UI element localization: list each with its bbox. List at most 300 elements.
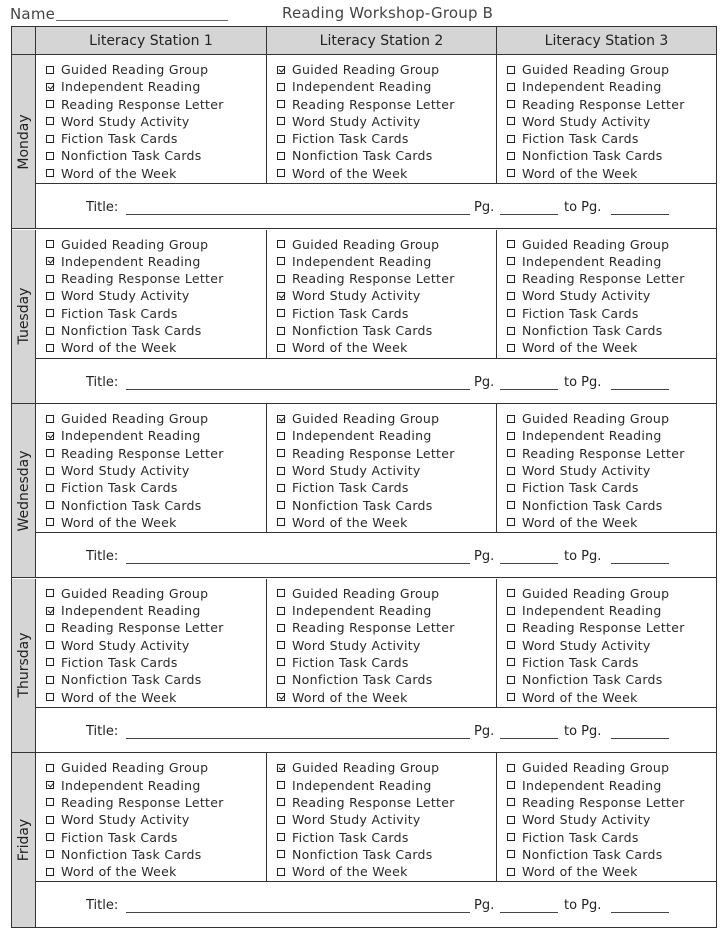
checklist-item-label: Nonfiction Task Cards bbox=[522, 323, 663, 339]
title-field[interactable] bbox=[126, 214, 470, 215]
checklist-item-label: Fiction Task Cards bbox=[522, 654, 639, 670]
to-pg-label: to Pg. bbox=[564, 549, 602, 565]
checklist-item-label: Nonfiction Task Cards bbox=[61, 672, 202, 688]
checklist-item bbox=[267, 61, 496, 78]
checklist-item bbox=[497, 236, 716, 253]
day-name: Wednesday bbox=[15, 450, 32, 532]
checkbox[interactable] bbox=[277, 501, 285, 509]
checklist-item bbox=[497, 410, 716, 427]
checkbox[interactable] bbox=[46, 66, 54, 74]
checkbox[interactable] bbox=[507, 484, 515, 492]
checked-checkbox[interactable] bbox=[46, 432, 54, 440]
checkbox[interactable] bbox=[507, 257, 515, 265]
checklist-item-label: Independent Reading bbox=[522, 253, 662, 269]
checked-checkbox[interactable] bbox=[46, 607, 54, 615]
checklist-item-label: Guided Reading Group bbox=[61, 236, 209, 252]
checklist-item-label: Word of the Week bbox=[522, 340, 638, 356]
checklist-item bbox=[36, 78, 266, 95]
checklist-item bbox=[497, 479, 716, 496]
checklist-item-label: Word of the Week bbox=[61, 165, 177, 181]
checklist-item-label: Word of the Week bbox=[292, 165, 408, 181]
station-cell-2 bbox=[267, 404, 497, 533]
checklist-item bbox=[497, 445, 716, 462]
station-cell-2 bbox=[267, 55, 497, 184]
checkbox[interactable] bbox=[507, 641, 515, 649]
checklist-item-label: Independent Reading bbox=[522, 777, 662, 793]
checkbox[interactable] bbox=[277, 240, 285, 248]
checklist-item-label: Independent Reading bbox=[61, 603, 201, 619]
checklist-item bbox=[497, 689, 716, 706]
checklist-item-label: Independent Reading bbox=[522, 603, 662, 619]
checklist-item-label: Independent Reading bbox=[292, 79, 432, 95]
checked-checkbox[interactable] bbox=[277, 66, 285, 74]
checklist-item bbox=[267, 654, 496, 671]
title-label: Title: bbox=[86, 898, 119, 914]
checkbox[interactable] bbox=[507, 816, 515, 824]
end-page-field[interactable] bbox=[611, 563, 669, 564]
title-field[interactable] bbox=[126, 389, 470, 390]
checklist-item bbox=[497, 863, 716, 880]
checklist-item bbox=[267, 514, 496, 531]
checklist-item-label: Guided Reading Group bbox=[61, 411, 209, 427]
checklist-item-label: Word of the Week bbox=[61, 340, 177, 356]
checklist-item-label: Word Study Activity bbox=[61, 113, 190, 129]
checklist-item-label: Nonfiction Task Cards bbox=[61, 846, 202, 862]
checkbox[interactable] bbox=[507, 152, 515, 160]
checkbox[interactable] bbox=[46, 484, 54, 492]
checklist-item-label: Word of the Week bbox=[292, 864, 408, 880]
checklist-item-label: Reading Response Letter bbox=[522, 620, 685, 636]
title-label: Title: bbox=[86, 374, 119, 390]
checkbox[interactable] bbox=[507, 83, 515, 91]
checklist-item-label: Independent Reading bbox=[522, 428, 662, 444]
checklist-item-label: Word Study Activity bbox=[61, 812, 190, 828]
title-field[interactable] bbox=[126, 563, 470, 564]
checkbox[interactable] bbox=[46, 117, 54, 125]
checklist-item bbox=[36, 479, 266, 496]
checklist-item bbox=[267, 637, 496, 654]
checkbox[interactable] bbox=[277, 816, 285, 824]
checkbox[interactable] bbox=[277, 449, 285, 457]
checklist-item bbox=[36, 846, 266, 863]
checklist-item bbox=[267, 305, 496, 322]
checkbox[interactable] bbox=[277, 467, 285, 475]
checklist-item bbox=[267, 236, 496, 253]
checkbox[interactable] bbox=[277, 327, 285, 335]
checklist-item-label: Reading Response Letter bbox=[292, 271, 455, 287]
checkbox[interactable] bbox=[507, 781, 515, 789]
checklist-item bbox=[36, 410, 266, 427]
checklist-item-label: Word Study Activity bbox=[522, 637, 651, 653]
checkbox[interactable] bbox=[46, 292, 54, 300]
end-page-field[interactable] bbox=[611, 738, 669, 739]
checkbox[interactable] bbox=[507, 240, 515, 248]
checkbox[interactable] bbox=[507, 518, 515, 526]
checkbox[interactable] bbox=[46, 152, 54, 160]
checklist-item-label: Guided Reading Group bbox=[522, 62, 670, 77]
checklist-item-label: Independent Reading bbox=[61, 428, 201, 444]
checked-checkbox[interactable] bbox=[277, 693, 285, 701]
checklist-item bbox=[497, 846, 716, 863]
checklist-item-label: Nonfiction Task Cards bbox=[61, 323, 202, 339]
checklist-item-label: Fiction Task Cards bbox=[61, 480, 178, 496]
checkbox[interactable] bbox=[507, 344, 515, 352]
day-section-friday bbox=[12, 753, 716, 927]
checkbox[interactable] bbox=[507, 764, 515, 772]
day-name: Thursday bbox=[15, 632, 32, 698]
checklist-item bbox=[267, 619, 496, 636]
checkbox[interactable] bbox=[46, 833, 54, 841]
checkbox[interactable] bbox=[46, 275, 54, 283]
checklist-item bbox=[267, 671, 496, 688]
checkbox[interactable] bbox=[507, 798, 515, 806]
checklist-item-label: Reading Response Letter bbox=[522, 794, 685, 810]
checklist-item bbox=[36, 829, 266, 846]
checklist-item-label: Reading Response Letter bbox=[292, 445, 455, 461]
checkbox[interactable] bbox=[277, 589, 285, 597]
station-cell-1 bbox=[36, 404, 267, 533]
checkbox[interactable] bbox=[46, 344, 54, 352]
checklist-item bbox=[267, 759, 496, 776]
checkbox[interactable] bbox=[46, 764, 54, 772]
checklist-item-label: Guided Reading Group bbox=[61, 62, 209, 77]
title-row bbox=[36, 882, 716, 926]
checklist-item-label: Reading Response Letter bbox=[292, 96, 455, 112]
checklist-item-label: Guided Reading Group bbox=[61, 585, 209, 601]
end-page-field[interactable] bbox=[611, 214, 669, 215]
checklist-item-label: Word Study Activity bbox=[292, 812, 421, 828]
checklist-item-label: Nonfiction Task Cards bbox=[292, 846, 433, 862]
checklist-item bbox=[267, 427, 496, 444]
checklist-item bbox=[36, 619, 266, 636]
title-row bbox=[36, 184, 716, 228]
checkbox[interactable] bbox=[507, 117, 515, 125]
checklist-item-label: Nonfiction Task Cards bbox=[292, 323, 433, 339]
checklist-item bbox=[36, 322, 266, 339]
checklist-item bbox=[497, 322, 716, 339]
checklist-item bbox=[36, 777, 266, 794]
checkbox[interactable] bbox=[277, 484, 285, 492]
checklist-item-label: Reading Response Letter bbox=[522, 271, 685, 287]
checkbox[interactable] bbox=[507, 415, 515, 423]
page-header bbox=[0, 0, 720, 26]
checklist-item bbox=[497, 811, 716, 828]
checklist-item bbox=[267, 846, 496, 863]
station-cell-1 bbox=[36, 579, 267, 708]
start-page-field[interactable] bbox=[500, 912, 558, 913]
pg-label: Pg. bbox=[474, 723, 495, 739]
checklist-item-label: Fiction Task Cards bbox=[61, 654, 178, 670]
name-label: Name bbox=[10, 5, 56, 23]
checkbox[interactable] bbox=[46, 624, 54, 632]
checkbox[interactable] bbox=[277, 518, 285, 526]
checkbox[interactable] bbox=[46, 327, 54, 335]
checklist-item-label: Word Study Activity bbox=[292, 463, 421, 479]
start-page-field[interactable] bbox=[500, 389, 558, 390]
checkbox[interactable] bbox=[507, 275, 515, 283]
checkbox[interactable] bbox=[277, 868, 285, 876]
title-field[interactable] bbox=[126, 912, 470, 913]
checklist-item-label: Fiction Task Cards bbox=[61, 305, 178, 321]
checklist-item-label: Word of the Week bbox=[292, 514, 408, 530]
day-section-thursday bbox=[12, 579, 716, 753]
checklist-item bbox=[267, 253, 496, 270]
checked-checkbox[interactable] bbox=[46, 83, 54, 91]
checkbox[interactable] bbox=[46, 518, 54, 526]
checklist-item bbox=[36, 671, 266, 688]
checklist-item-label: Nonfiction Task Cards bbox=[522, 148, 663, 164]
checkbox[interactable] bbox=[277, 850, 285, 858]
checkbox[interactable] bbox=[277, 275, 285, 283]
checklist-item bbox=[497, 253, 716, 270]
checklist-item-label: Word Study Activity bbox=[61, 463, 190, 479]
checklist-item bbox=[36, 305, 266, 322]
station-cell-1 bbox=[36, 230, 267, 359]
checklist-item-label: Word of the Week bbox=[522, 689, 638, 705]
checklist-item bbox=[267, 410, 496, 427]
checkbox[interactable] bbox=[507, 693, 515, 701]
checklist-item-label: Reading Response Letter bbox=[61, 445, 224, 461]
checkbox[interactable] bbox=[277, 257, 285, 265]
checkbox[interactable] bbox=[46, 816, 54, 824]
checkbox[interactable] bbox=[277, 83, 285, 91]
checked-checkbox[interactable] bbox=[277, 764, 285, 772]
to-pg-label: to Pg. bbox=[564, 723, 602, 739]
to-pg-label: to Pg. bbox=[564, 898, 602, 914]
name-line[interactable] bbox=[56, 20, 228, 21]
checked-checkbox[interactable] bbox=[46, 257, 54, 265]
checkbox[interactable] bbox=[277, 624, 285, 632]
station-cell-3 bbox=[497, 579, 716, 708]
checkbox[interactable] bbox=[46, 415, 54, 423]
start-page-field[interactable] bbox=[500, 563, 558, 564]
checklist-item bbox=[497, 78, 716, 95]
checkbox[interactable] bbox=[46, 501, 54, 509]
day-label bbox=[12, 55, 36, 228]
checklist-item bbox=[497, 287, 716, 304]
checked-checkbox[interactable] bbox=[46, 781, 54, 789]
checklist-item-label: Guided Reading Group bbox=[292, 62, 440, 77]
checklist-item-label: Reading Response Letter bbox=[61, 271, 224, 287]
checkbox[interactable] bbox=[277, 658, 285, 666]
checkbox[interactable] bbox=[507, 432, 515, 440]
checkbox[interactable] bbox=[277, 432, 285, 440]
checkbox[interactable] bbox=[507, 135, 515, 143]
checklist-item bbox=[36, 811, 266, 828]
checklist-item bbox=[497, 794, 716, 811]
start-page-field[interactable] bbox=[500, 738, 558, 739]
checkbox[interactable] bbox=[507, 833, 515, 841]
checked-checkbox[interactable] bbox=[277, 292, 285, 300]
checklist-item bbox=[497, 602, 716, 619]
checklist-item bbox=[497, 339, 716, 356]
corner-cell bbox=[12, 27, 36, 55]
checkbox[interactable] bbox=[46, 169, 54, 177]
checkbox[interactable] bbox=[46, 589, 54, 597]
checklist-item bbox=[36, 514, 266, 531]
checkbox[interactable] bbox=[46, 641, 54, 649]
checkbox[interactable] bbox=[46, 449, 54, 457]
checklist-item bbox=[36, 585, 266, 602]
checklist-item-label: Fiction Task Cards bbox=[61, 829, 178, 845]
checkbox[interactable] bbox=[277, 781, 285, 789]
checklist-item bbox=[267, 794, 496, 811]
checklist-item bbox=[36, 253, 266, 270]
title-label: Title: bbox=[86, 549, 119, 565]
checklist-item bbox=[267, 287, 496, 304]
checklist-item bbox=[497, 305, 716, 322]
checklist-item bbox=[497, 113, 716, 130]
checklist-item bbox=[497, 147, 716, 164]
checklist-item-label: Guided Reading Group bbox=[522, 585, 670, 601]
checkbox[interactable] bbox=[507, 501, 515, 509]
checkbox[interactable] bbox=[277, 152, 285, 160]
title-label: Title: bbox=[86, 723, 119, 739]
checklist-item bbox=[497, 497, 716, 514]
day-name: Friday bbox=[15, 819, 32, 862]
checkbox[interactable] bbox=[507, 327, 515, 335]
checkbox[interactable] bbox=[507, 607, 515, 615]
checkbox[interactable] bbox=[277, 344, 285, 352]
checklist-item bbox=[36, 270, 266, 287]
checklist-item-label: Fiction Task Cards bbox=[522, 131, 639, 147]
checkbox[interactable] bbox=[46, 135, 54, 143]
checklist-item bbox=[267, 113, 496, 130]
checkbox[interactable] bbox=[46, 309, 54, 317]
checkbox[interactable] bbox=[507, 658, 515, 666]
checklist-item bbox=[267, 445, 496, 462]
checkbox[interactable] bbox=[277, 169, 285, 177]
checklist-item bbox=[497, 130, 716, 147]
checkbox[interactable] bbox=[507, 100, 515, 108]
checklist-item bbox=[36, 759, 266, 776]
checklist-item bbox=[267, 322, 496, 339]
checklist-item-label: Fiction Task Cards bbox=[292, 305, 409, 321]
checklist-item-label: Nonfiction Task Cards bbox=[61, 497, 202, 513]
column-header-station-2: Literacy Station 2 bbox=[267, 27, 497, 55]
checkbox[interactable] bbox=[46, 693, 54, 701]
checkbox[interactable] bbox=[277, 676, 285, 684]
checklist-item bbox=[267, 777, 496, 794]
checklist-item-label: Word Study Activity bbox=[522, 288, 651, 304]
checklist-item bbox=[497, 462, 716, 479]
checkbox[interactable] bbox=[277, 641, 285, 649]
checklist-item bbox=[267, 96, 496, 113]
checkbox[interactable] bbox=[507, 850, 515, 858]
checklist-item bbox=[267, 829, 496, 846]
checkbox[interactable] bbox=[507, 868, 515, 876]
checkbox[interactable] bbox=[46, 467, 54, 475]
checkbox[interactable] bbox=[277, 833, 285, 841]
checklist-item bbox=[497, 654, 716, 671]
checkbox[interactable] bbox=[507, 676, 515, 684]
day-label bbox=[12, 230, 36, 403]
checklist-item bbox=[36, 445, 266, 462]
checkbox[interactable] bbox=[277, 309, 285, 317]
day-label bbox=[12, 579, 36, 752]
checklist-item-label: Independent Reading bbox=[292, 603, 432, 619]
end-page-field[interactable] bbox=[611, 389, 669, 390]
station-cell-3 bbox=[497, 55, 716, 184]
checklist-item-label: Word Study Activity bbox=[522, 463, 651, 479]
checked-checkbox[interactable] bbox=[277, 415, 285, 423]
checkbox[interactable] bbox=[277, 135, 285, 143]
checklist-item-label: Word of the Week bbox=[61, 514, 177, 530]
end-page-field[interactable] bbox=[611, 912, 669, 913]
checklist-item-label: Nonfiction Task Cards bbox=[61, 148, 202, 164]
pg-label: Pg. bbox=[474, 898, 495, 914]
checkbox[interactable] bbox=[46, 868, 54, 876]
title-label: Title: bbox=[86, 200, 119, 215]
checklist-item bbox=[267, 689, 496, 706]
checkbox[interactable] bbox=[46, 658, 54, 666]
station-cell-3 bbox=[497, 404, 716, 533]
checkbox[interactable] bbox=[277, 607, 285, 615]
checklist-item-label: Fiction Task Cards bbox=[522, 829, 639, 845]
checkbox[interactable] bbox=[507, 309, 515, 317]
title-row bbox=[36, 708, 716, 752]
checklist-item-label: Reading Response Letter bbox=[522, 445, 685, 461]
start-page-field[interactable] bbox=[500, 214, 558, 215]
checkbox[interactable] bbox=[507, 66, 515, 74]
checkbox[interactable] bbox=[277, 100, 285, 108]
checklist-item bbox=[36, 462, 266, 479]
checkbox[interactable] bbox=[46, 100, 54, 108]
checkbox[interactable] bbox=[46, 240, 54, 248]
checkbox[interactable] bbox=[46, 850, 54, 858]
checklist-item bbox=[36, 794, 266, 811]
checklist-item-label: Guided Reading Group bbox=[522, 760, 670, 776]
checklist-item-label: Independent Reading bbox=[61, 79, 201, 95]
checkbox[interactable] bbox=[507, 624, 515, 632]
checklist-item bbox=[497, 619, 716, 636]
checkbox[interactable] bbox=[46, 798, 54, 806]
checkbox[interactable] bbox=[507, 467, 515, 475]
checklist-item-label: Fiction Task Cards bbox=[292, 829, 409, 845]
checklist-item bbox=[36, 689, 266, 706]
pg-label: Pg. bbox=[474, 549, 495, 565]
title-row bbox=[36, 533, 716, 577]
day-section-monday bbox=[12, 55, 716, 229]
station-cell-3 bbox=[497, 230, 716, 359]
day-section-wednesday bbox=[12, 404, 716, 578]
checklist-item-label: Nonfiction Task Cards bbox=[292, 672, 433, 688]
checkbox[interactable] bbox=[507, 169, 515, 177]
checklist-item-label: Word of the Week bbox=[61, 864, 177, 880]
checklist-item-label: Fiction Task Cards bbox=[292, 654, 409, 670]
checklist-item-label: Guided Reading Group bbox=[61, 760, 209, 776]
checklist-item bbox=[267, 270, 496, 287]
checklist-item bbox=[36, 287, 266, 304]
to-pg-label: to Pg. bbox=[564, 374, 602, 390]
checklist-item-label: Nonfiction Task Cards bbox=[292, 148, 433, 164]
checklist-item bbox=[36, 165, 266, 182]
checkbox[interactable] bbox=[507, 292, 515, 300]
checklist-item bbox=[36, 96, 266, 113]
checklist-item bbox=[267, 585, 496, 602]
checkbox[interactable] bbox=[46, 676, 54, 684]
checkbox[interactable] bbox=[507, 589, 515, 597]
checklist-item bbox=[36, 339, 266, 356]
station-cell-1 bbox=[36, 55, 267, 184]
checkbox[interactable] bbox=[507, 449, 515, 457]
title-field[interactable] bbox=[126, 738, 470, 739]
station-cell-3 bbox=[497, 753, 716, 882]
column-header-station-1: Literacy Station 1 bbox=[36, 27, 267, 55]
checklist-item bbox=[36, 236, 266, 253]
checkbox[interactable] bbox=[277, 798, 285, 806]
checkbox[interactable] bbox=[277, 117, 285, 125]
